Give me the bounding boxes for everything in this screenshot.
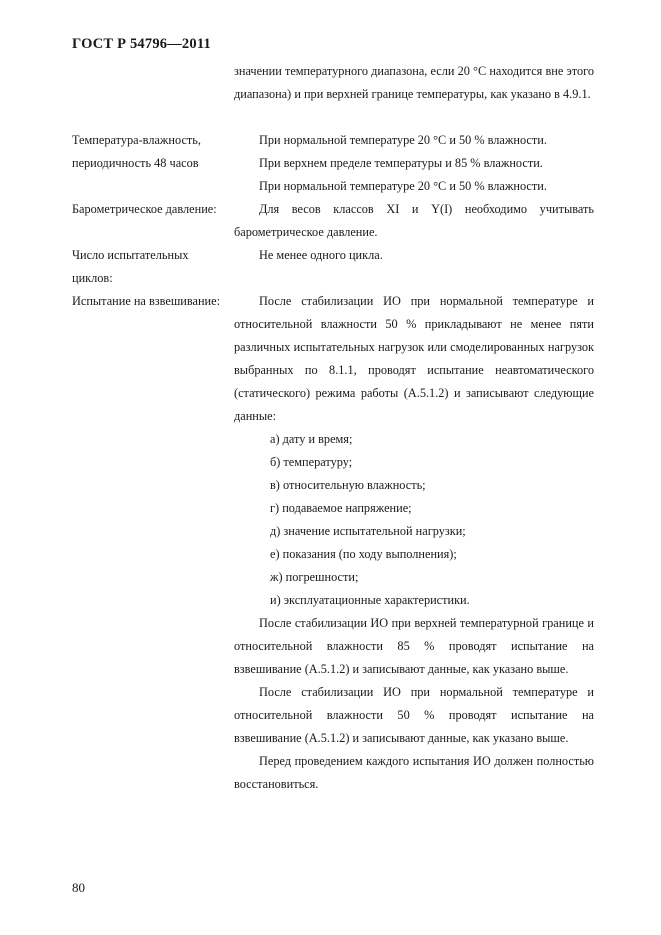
list-item: в) относительную влажность; xyxy=(270,478,426,492)
barometric-label: Барометрическое давление: xyxy=(72,202,217,216)
document-header: ГОСТ Р 54796—2011 xyxy=(72,36,211,52)
temp-humidity-label: Температура-влажность, периодичность 48 часов xyxy=(72,133,201,170)
page-number: 80 xyxy=(72,880,85,895)
list-item: б) температуру; xyxy=(270,455,353,469)
barometric-text: Для весов классов XI и Y(I) необходимо учитывать барометрическое давление. xyxy=(234,202,594,239)
continuation-text: значении температурного диапазона, если 20 °С находится вне этого диапазона) и при верхней границе температуры, как указано в 4.9.1. xyxy=(234,64,594,101)
cycles-label: Число испытательных циклов: xyxy=(72,248,189,285)
list-item: а) дату и время; xyxy=(270,432,353,446)
weighing-paragraph-upper: После стабилизации ИО при верхней температурной границе и относительной влажности 85 % проводят испытание на взвешивание (А.5.1.2) и записывают данные, как указано выше. xyxy=(234,616,594,676)
data-items-list xyxy=(234,428,594,612)
list-item: и) эксплуатационные характеристики. xyxy=(270,593,470,607)
temp-humidity-line: При верхнем пределе температуры и 85 % влажности. xyxy=(259,156,543,170)
weighing-paragraph-recovery: Перед проведением каждого испытания ИО должен полностью восстановиться. xyxy=(234,754,594,791)
weighing-test-intro: После стабилизации ИО при нормальной температуре и относительной влажности 50 % прикладывают не менее пяти различных испытательных нагрузок или смоделированных нагрузок выбранных по 8.1.1, проводят испытание неавтоматического (статического) режима работы (А.5.1.2) и записывают следующие данные: xyxy=(234,294,594,423)
list-item: е) показания (по ходу выполнения); xyxy=(270,547,457,561)
temp-humidity-line: При нормальной температуре 20 °С и 50 % влажности. xyxy=(259,133,547,147)
cycles-text: Не менее одного цикла. xyxy=(259,248,383,262)
temp-humidity-line: При нормальной температуре 20 °С и 50 % влажности. xyxy=(259,179,547,193)
weighing-test-label: Испытание на взвешивание: xyxy=(72,294,221,308)
list-item: ж) погрешности; xyxy=(270,570,359,584)
list-item: г) подаваемое напряжение; xyxy=(270,501,412,515)
weighing-paragraph-normal: После стабилизации ИО при нормальной температуре и относительной влажности 50 % проводят испытание на взвешивание (А.5.1.2) и записывают данные, как указано выше. xyxy=(234,685,594,745)
list-item: д) значение испытательной нагрузки; xyxy=(270,524,466,538)
